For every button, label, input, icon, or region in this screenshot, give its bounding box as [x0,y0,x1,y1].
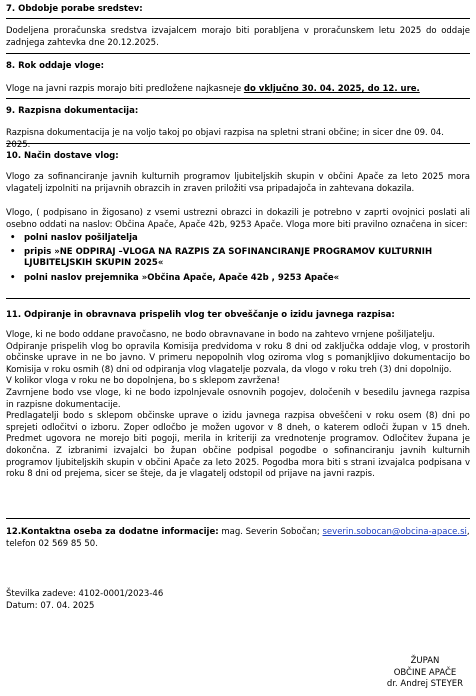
divider [6,18,470,19]
signature-name: dr. Andrej STEYER [386,679,464,690]
contact-phone: telefon 02 569 85 50. [6,538,98,549]
document-date: Datum: 07. 04. 2025 [6,601,95,611]
list-item: • polni naslov prejemnika »Občina Apače, Apače 42b , 9253 Apače« [6,273,470,285]
section-12-heading: 12.Kontaktna oseba za dodatne informacije: [6,527,219,537]
contact-email-link[interactable]: severin.sobocan@obcina-apace.si [322,527,467,537]
section-12-contact [6,527,470,550]
section-11-heading: 11. Odpiranje in obravnava prispelih vlog ter obveščanje o izidu javnega razpisa: [6,310,395,320]
section-10-heading: 10. Način dostave vlog: [6,151,119,161]
section-11-paragraph: Odpiranje prispelih vlog bo opravila Komisija predvidoma v roku 8 dni od zaključka oddaje vlog, v prostorih občinske uprave in ne bo javno. V primeru nepopolnih vlog oziroma vlog s pomanjkljivo dokumentacijo bo Komisija v roku osmih (8) dni od odpiranja vlog vlagatelje pozvala, da vlogo v roku treh (3) dni dopolnijo. [6,341,470,375]
contact-person: mag. Severin Sobočan; [218,527,323,537]
section-8-text [6,84,470,96]
signature-org: OBČINE APAČE [393,667,457,678]
divider [6,298,470,299]
section-8-text-before: Vloge na javni razpis morajo biti predložene najkasneje [6,84,244,94]
list-item: • polni naslov pošiljatelja [6,233,470,245]
signature-title: ŽUPAN [410,656,440,666]
section-10-paragraph-2: Vlogo, ( podpisano in žigosano) z vsemi ustrezni obrazci in dokazili je potrebno v zaprti ovojnici poslati ali osebno oddati na naslov: Občina Apače, Apače 42b, 9253 Apače. Vloga more biti pravilno označena in sicer: [6,208,470,230]
divider [6,53,470,54]
section-10-paragraph-1: Vlogo za sofinanciranje javnih kulturnih programov ljubiteljskih skupin v občini Apače za leto 2025 mora vlagatelj izpolniti na prijavnih obrazcih in zraven priložiti vsa pripadajoča in zahtevana dokazila. [6,172,470,194]
contact-comma: , [466,527,470,537]
document-number: Številka zadeve: 4102-0001/2023-46 [6,589,164,599]
divider [6,143,470,144]
section-11-paragraph: V kolikor vloga v roku ne bo dopolnjena, bo s sklepom zavržena! [6,376,280,387]
section-11-paragraph: Predlagatelji bodo s sklepom občinske uprave o izidu javnega razpisa obveščeni v roku osem (8) dni po sprejeti odločitvi o izboru. Zoper odločbo je možen ugovor v 8 dneh, o katerem odloči župan v 15 dneh. Predmet ugovora ne morejo biti pogoji, merila in kriteriji za vrednotenje programov. Odločitev župana je dokončna. Z izbranimi izvajalci bo župan občine podpisal pogodbe o sofinanciranju javnih kulturnih programov ljubiteljskih skupin v občini Apače za leto 2025. Pogodba mora biti s strani izvajalca podpisana v roku 8 dni od prejema, sicer se šteje, da je vlagatelj odstopil od prijave na javni razpis. [6,411,470,480]
divider [6,518,470,519]
section-11-paragraph: Zavrnjene bodo vse vloge, ki ne bodo izpolnjevale osnovnih pogojev, določenih v besedilu javnega razpisa in razpisne dokumentacije. [6,387,470,410]
signature-block [380,656,470,691]
section-11-body [6,330,470,481]
section-11-paragraph: Vloge, ki ne bodo oddane pravočasno, ne bodo obravnavane in bodo na zahtevo vrnjene pošiljatelju. [6,330,436,340]
section-7-heading: 7. Obdobje porabe sredstev: [6,4,143,14]
section-9-text: Razpisna dokumentacija je na voljo takoj po objavi razpisa na spletni strani občine; in sicer dne 09. 04. 2025. [6,128,444,150]
list-item: • pripis »NE ODPIRAJ –VLOGA NA RAZPIS ZA SOFINANCIRANJE PROGRAMOV KULTURNIH LJUBITELJSKIH SKUPIN 2025« [6,247,470,270]
section-8-heading: 8. Rok oddaje vloge: [6,61,105,71]
section-9-heading: 9. Razpisna dokumentacija: [6,106,139,116]
divider [6,98,470,99]
deadline-text: do vključno 30. 04. 2025, do 12. ure. [243,84,420,94]
label-requirements-list [6,233,470,284]
section-7-text: Dodeljena proračunska sredstva izvajalcem morajo biti porabljena v proračunskem letu 2025 do oddaje zadnjega zahtevka dne 20.12.2025. [6,26,470,48]
